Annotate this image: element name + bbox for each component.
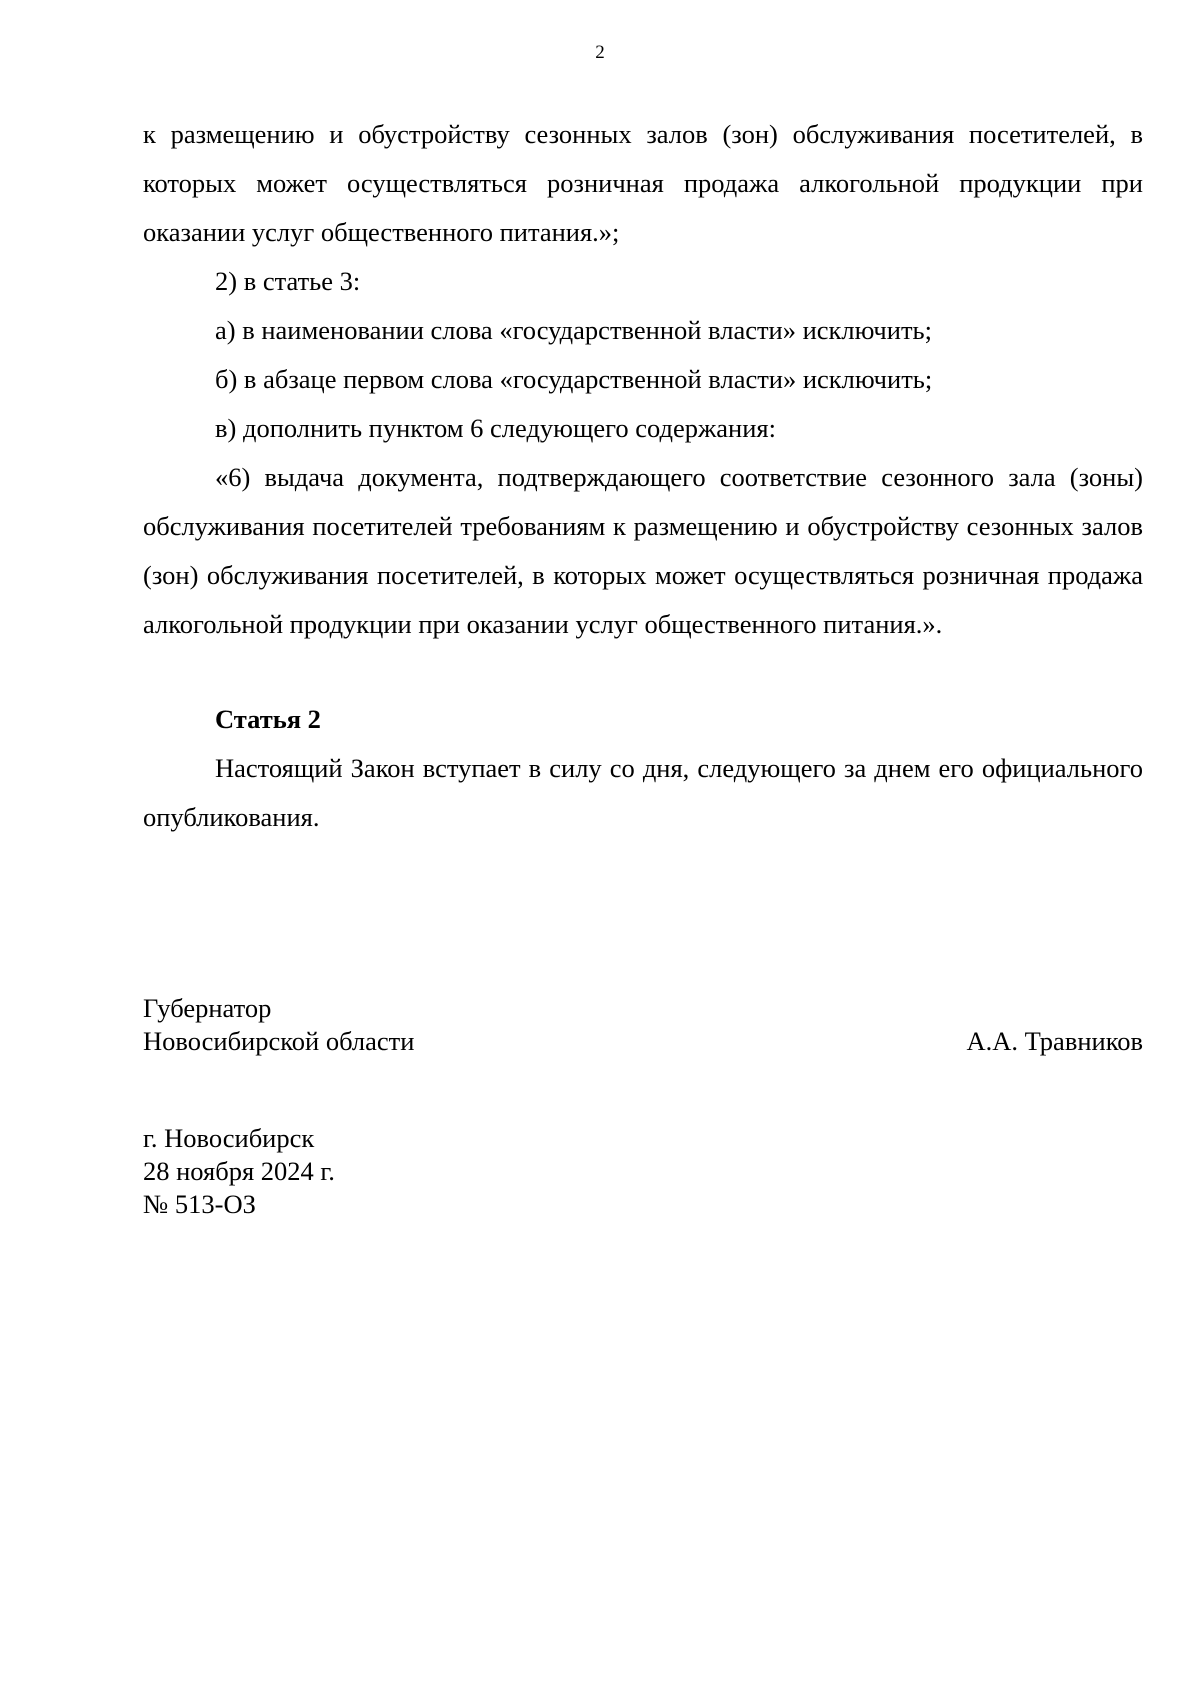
signature-row bbox=[143, 1025, 1143, 1058]
paragraph-continuation: к размещению и обустройству сезонных залов (зон) обслуживания посетителей, в которых может осуществляться розничная продажа алкогольной продукции при оказании услуг общественного питания.»; bbox=[143, 119, 1143, 247]
signatory-title-line1: Губернатор bbox=[143, 993, 272, 1023]
paragraph-subitem-b: б) в абзаце первом слова «государственной власти» исключить; bbox=[215, 364, 933, 394]
article-heading: Статья 2 bbox=[215, 704, 321, 734]
city: г. Новосибирск bbox=[143, 1123, 315, 1153]
law-number: № 513-ОЗ bbox=[143, 1189, 256, 1219]
paragraph-subitem-v: в) дополнить пунктом 6 следующего содержания: bbox=[215, 413, 776, 443]
date: 28 ноября 2024 г. bbox=[143, 1156, 335, 1186]
paragraph-item-2: 2) в статье 3: bbox=[215, 266, 361, 296]
signatory-name: А.А. Травников bbox=[966, 1026, 1143, 1056]
paragraph-subitem-a: а) в наименовании слова «государственной власти» исключить; bbox=[215, 315, 932, 345]
paragraph-point-6: «6) выдача документа, подтверждающего соответствие сезонного зала (зоны) обслуживания посетителей требованиям к размещению и обустройству сезонных залов (зон) обслуживания посетителей, в которых может осуществляться розничная продажа алкогольной продукции при оказании услуг общественного питания.». bbox=[143, 462, 1143, 639]
signature-block bbox=[143, 992, 1143, 1058]
signatory-title-line2: Новосибирской области bbox=[143, 1026, 415, 1056]
article-text: Настоящий Закон вступает в силу со дня, следующего за днем его официального опубликования. bbox=[143, 753, 1143, 832]
page-number: 2 bbox=[595, 42, 605, 63]
document-body bbox=[143, 110, 1143, 842]
place-date-number-block bbox=[143, 1122, 335, 1221]
